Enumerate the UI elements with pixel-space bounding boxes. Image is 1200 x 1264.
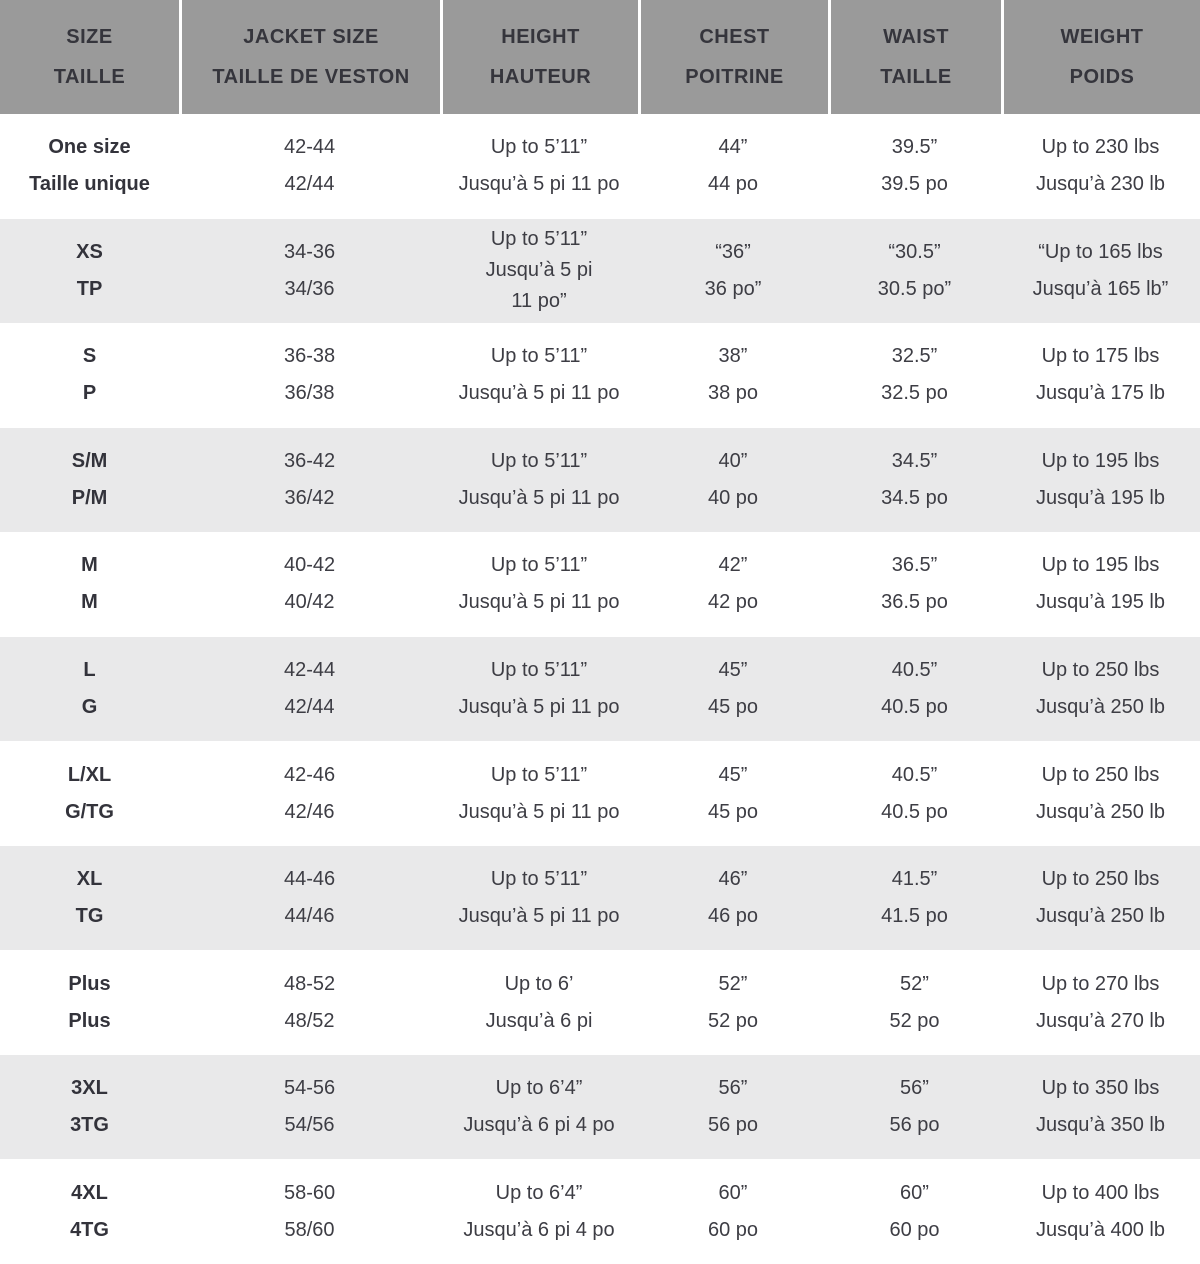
cell-chest [638, 1055, 828, 1160]
cell-line: Up to 5’11” [490, 228, 588, 251]
cell-line: Jusqu’à 400 lb [1036, 1218, 1165, 1241]
cell-line: Up to 250 lbs [1041, 868, 1160, 891]
cell-line: 60 po [889, 1218, 940, 1241]
cell-line: Taille unique [29, 173, 150, 196]
cell-line: S [82, 345, 97, 368]
cell-jacket-size [179, 428, 440, 533]
cell-line: Jusqu’à 195 lb [1036, 591, 1165, 614]
cell-line: Up to 6’4” [495, 1077, 583, 1100]
cell-chest [638, 1159, 828, 1264]
cell-line: 34-36 [283, 240, 336, 263]
header-label-height-en: HEIGHT [501, 26, 580, 48]
cell-waist [828, 637, 1001, 742]
cell-weight [1001, 1159, 1200, 1264]
header-cell-height [440, 0, 638, 114]
cell-line: 44/46 [284, 905, 335, 928]
cell-line: 36-42 [283, 449, 336, 472]
cell-line: 52” [718, 972, 748, 995]
cell-line: Up to 270 lbs [1041, 972, 1160, 995]
cell-line: Up to 230 lbs [1041, 136, 1160, 159]
cell-line: 52 po [707, 1009, 759, 1032]
cell-line: L/XL [67, 763, 112, 786]
cell-line: M [81, 591, 98, 614]
cell-chest [638, 428, 828, 533]
cell-line: Up to 5’11” [490, 449, 588, 472]
cell-chest [638, 846, 828, 951]
cell-jacket-size [179, 637, 440, 742]
cell-line: 42/46 [284, 800, 335, 823]
table-row [0, 1055, 1200, 1160]
table-header [0, 0, 1200, 114]
cell-chest [638, 219, 828, 324]
cell-line: P/M [71, 486, 108, 509]
cell-size [0, 532, 179, 637]
cell-line: 3TG [70, 1114, 109, 1137]
cell-line: 41.5” [891, 868, 938, 891]
cell-line: 56” [900, 1077, 929, 1100]
cell-line: “Up to 165 lbs [1038, 240, 1163, 263]
table-row [0, 114, 1200, 219]
cell-line: 4XL [71, 1181, 108, 1204]
table-row [0, 741, 1200, 846]
table-row [0, 219, 1200, 324]
cell-line: 42” [718, 554, 748, 577]
cell-weight [1001, 637, 1200, 742]
cell-height [440, 114, 638, 219]
cell-line: 56 po [889, 1114, 940, 1137]
cell-line: Jusqu’à 5 pi [485, 259, 593, 282]
header-label-waist-fr: TAILLE [880, 66, 952, 88]
cell-line: G [81, 696, 98, 718]
cell-line: 60” [718, 1181, 748, 1204]
cell-chest [638, 114, 828, 219]
table-row [0, 1159, 1200, 1264]
cell-line: 36-38 [283, 345, 336, 368]
cell-line: Up to 400 lbs [1041, 1181, 1160, 1204]
cell-line: 34.5” [891, 449, 938, 472]
cell-line: Up to 175 lbs [1041, 345, 1160, 368]
table-row [0, 950, 1200, 1055]
cell-line: 40/42 [284, 591, 335, 614]
cell-line: Up to 5’11” [490, 554, 588, 577]
table-body [0, 114, 1200, 1264]
cell-height [440, 1055, 638, 1160]
cell-line: Up to 5’11” [490, 868, 588, 891]
cell-chest [638, 950, 828, 1055]
cell-line: Jusqu’à 5 pi 11 po [458, 905, 620, 928]
cell-line: L [83, 659, 96, 681]
cell-weight [1001, 950, 1200, 1055]
cell-chest [638, 637, 828, 742]
table-row [0, 846, 1200, 951]
cell-line: 58-60 [283, 1181, 336, 1204]
cell-line: 56 po [707, 1114, 759, 1137]
cell-line: Jusqu’à 250 lb [1036, 905, 1165, 928]
cell-line: 52 po [889, 1009, 940, 1032]
cell-line: 42 po [707, 591, 759, 614]
cell-waist [828, 428, 1001, 533]
header-cell-waist [828, 0, 1001, 114]
cell-line: 32.5” [891, 345, 938, 368]
cell-jacket-size [179, 323, 440, 428]
cell-weight [1001, 846, 1200, 951]
cell-line: XL [76, 868, 103, 891]
header-label-waist-en: WAIST [883, 26, 949, 48]
table-row [0, 532, 1200, 637]
cell-height [440, 1159, 638, 1264]
cell-waist [828, 114, 1001, 219]
cell-jacket-size [179, 532, 440, 637]
cell-line: 40.5” [891, 659, 938, 681]
cell-line: 42/44 [284, 696, 335, 718]
header-cell-weight [1001, 0, 1200, 114]
cell-height [440, 846, 638, 951]
cell-line: Up to 5’11” [490, 659, 588, 681]
cell-line: Jusqu’à 250 lb [1036, 800, 1165, 823]
cell-line: 46” [718, 868, 748, 891]
cell-jacket-size [179, 741, 440, 846]
cell-line: 60 po [707, 1218, 759, 1241]
header-label-chest-fr: POITRINE [685, 66, 784, 88]
cell-line: Up to 250 lbs [1041, 659, 1160, 681]
cell-size [0, 1055, 179, 1160]
cell-line: Up to 350 lbs [1041, 1077, 1160, 1100]
cell-line: S/M [71, 449, 108, 472]
cell-line: Plus [68, 972, 111, 995]
cell-chest [638, 323, 828, 428]
cell-line: Jusqu’à 175 lb [1036, 382, 1165, 405]
cell-waist [828, 1055, 1001, 1160]
cell-line: TP [76, 277, 103, 300]
cell-line: Jusqu’à 6 pi 4 po [463, 1114, 615, 1137]
cell-line: Jusqu’à 5 pi 11 po [458, 696, 620, 718]
cell-line: 45” [718, 763, 748, 786]
cell-size [0, 1159, 179, 1264]
cell-height [440, 532, 638, 637]
cell-line: 36/42 [284, 486, 335, 509]
cell-line: “36” [715, 240, 751, 263]
cell-weight [1001, 1055, 1200, 1160]
cell-line: 54/56 [284, 1114, 335, 1137]
cell-size [0, 950, 179, 1055]
cell-line: “30.5” [888, 240, 941, 263]
cell-line: Up to 5’11” [490, 345, 588, 368]
cell-line: 46 po [707, 905, 759, 928]
cell-line: 56” [718, 1077, 748, 1100]
header-cell-chest [638, 0, 828, 114]
cell-line: Jusqu’à 195 lb [1036, 486, 1165, 509]
cell-line: 34.5 po [881, 486, 948, 509]
cell-line: Jusqu’à 5 pi 11 po [458, 800, 620, 823]
cell-line: P [82, 382, 97, 405]
cell-line: Up to 6’4” [495, 1181, 583, 1204]
cell-height [440, 219, 638, 324]
cell-jacket-size [179, 846, 440, 951]
cell-line: 54-56 [283, 1077, 336, 1100]
cell-jacket-size [179, 114, 440, 219]
cell-chest [638, 741, 828, 846]
cell-line: Jusqu’à 350 lb [1036, 1114, 1165, 1137]
cell-waist [828, 950, 1001, 1055]
cell-jacket-size [179, 1159, 440, 1264]
cell-size [0, 428, 179, 533]
cell-line: 40.5” [891, 763, 938, 786]
cell-weight [1001, 114, 1200, 219]
cell-waist [828, 532, 1001, 637]
cell-line: 34/36 [284, 277, 335, 300]
cell-line: Jusqu’à 5 pi 11 po [458, 173, 620, 196]
cell-line: Up to 250 lbs [1041, 763, 1160, 786]
cell-chest [638, 532, 828, 637]
cell-line: 36/38 [284, 382, 335, 405]
cell-size [0, 323, 179, 428]
cell-line: Jusqu’à 165 lb” [1032, 277, 1169, 300]
cell-line: 39.5 po [881, 173, 948, 196]
cell-line: G/TG [65, 800, 114, 823]
cell-line: 40” [718, 449, 748, 472]
header-label-height-fr: HAUTEUR [489, 66, 592, 88]
cell-size [0, 741, 179, 846]
cell-line: Jusqu’à 270 lb [1036, 1009, 1165, 1032]
cell-line: Up to 6’ [504, 972, 574, 995]
cell-line: Jusqu’à 5 pi 11 po [458, 591, 620, 614]
cell-line: 45” [718, 659, 748, 681]
cell-size [0, 846, 179, 951]
cell-waist [828, 846, 1001, 951]
cell-height [440, 950, 638, 1055]
header-label-jacket-size-en: JACKET SIZE [243, 26, 379, 48]
header-label-jacket-size-fr: TAILLE DE VESTON [212, 66, 410, 88]
cell-line: 38 po [707, 382, 759, 405]
cell-line: 45 po [707, 696, 759, 718]
cell-line: Up to 5’11” [490, 763, 588, 786]
cell-line: 42/44 [284, 173, 335, 196]
cell-line: 11 po” [511, 290, 567, 313]
cell-line: Jusqu’à 230 lb [1036, 173, 1165, 196]
cell-jacket-size [179, 950, 440, 1055]
cell-line: 36 po” [704, 277, 762, 300]
cell-line: 60” [900, 1181, 929, 1204]
cell-waist [828, 1159, 1001, 1264]
table-row [0, 323, 1200, 428]
cell-size [0, 637, 179, 742]
cell-line: 42-44 [283, 136, 336, 159]
cell-line: 42-44 [283, 659, 336, 681]
cell-line: 39.5” [891, 136, 938, 159]
header-label-chest-en: CHEST [699, 26, 770, 48]
cell-line: One size [48, 136, 131, 159]
cell-line: 4TG [70, 1218, 109, 1241]
cell-weight [1001, 323, 1200, 428]
table-row [0, 637, 1200, 742]
cell-line: 32.5 po [881, 382, 948, 405]
cell-waist [828, 741, 1001, 846]
table-row [0, 428, 1200, 533]
cell-line: 42-46 [283, 763, 336, 786]
header-cell-jacket-size [179, 0, 440, 114]
cell-line: 44-46 [283, 868, 336, 891]
cell-line: 41.5 po [881, 905, 948, 928]
cell-height [440, 323, 638, 428]
cell-line: 52” [900, 972, 929, 995]
cell-height [440, 741, 638, 846]
cell-jacket-size [179, 1055, 440, 1160]
cell-line: 38” [718, 345, 748, 368]
cell-weight [1001, 219, 1200, 324]
cell-line: 30.5 po” [877, 277, 952, 300]
cell-jacket-size [179, 219, 440, 324]
cell-size [0, 114, 179, 219]
cell-waist [828, 323, 1001, 428]
cell-line: 58/60 [284, 1218, 335, 1241]
header-label-size-en: SIZE [66, 26, 113, 48]
cell-line: 40.5 po [881, 800, 948, 823]
cell-weight [1001, 532, 1200, 637]
cell-size [0, 219, 179, 324]
cell-height [440, 637, 638, 742]
cell-line: Jusqu’à 5 pi 11 po [458, 382, 620, 405]
cell-line: Plus [68, 1009, 111, 1032]
cell-line: 48-52 [283, 972, 336, 995]
header-label-weight-en: WEIGHT [1060, 26, 1144, 48]
cell-line: 40.5 po [881, 696, 948, 718]
cell-line: 44 po [707, 173, 759, 196]
cell-line: TG [75, 905, 104, 928]
header-cell-size [0, 0, 179, 114]
cell-line: Jusqu’à 5 pi 11 po [458, 486, 620, 509]
cell-line: Up to 195 lbs [1041, 449, 1160, 472]
cell-weight [1001, 428, 1200, 533]
cell-line: Jusqu’à 250 lb [1036, 696, 1165, 718]
cell-line: 3XL [71, 1077, 108, 1100]
header-label-weight-fr: POIDS [1069, 66, 1135, 88]
cell-weight [1001, 741, 1200, 846]
cell-line: Jusqu’à 6 pi 4 po [463, 1218, 615, 1241]
cell-line: XS [76, 240, 103, 263]
cell-height [440, 428, 638, 533]
cell-line: Up to 5’11” [490, 136, 588, 159]
cell-line: 48/52 [284, 1009, 335, 1032]
cell-line: Jusqu’à 6 pi [485, 1009, 593, 1032]
cell-line: Up to 195 lbs [1041, 554, 1160, 577]
header-label-size-fr: TAILLE [53, 66, 126, 88]
cell-line: 44” [718, 136, 748, 159]
cell-line: M [81, 554, 98, 577]
cell-line: 36.5 po [881, 591, 948, 614]
cell-line: 40 po [707, 486, 759, 509]
cell-waist [828, 219, 1001, 324]
cell-line: 36.5” [891, 554, 938, 577]
cell-line: 40-42 [283, 554, 336, 577]
cell-line: 45 po [707, 800, 759, 823]
